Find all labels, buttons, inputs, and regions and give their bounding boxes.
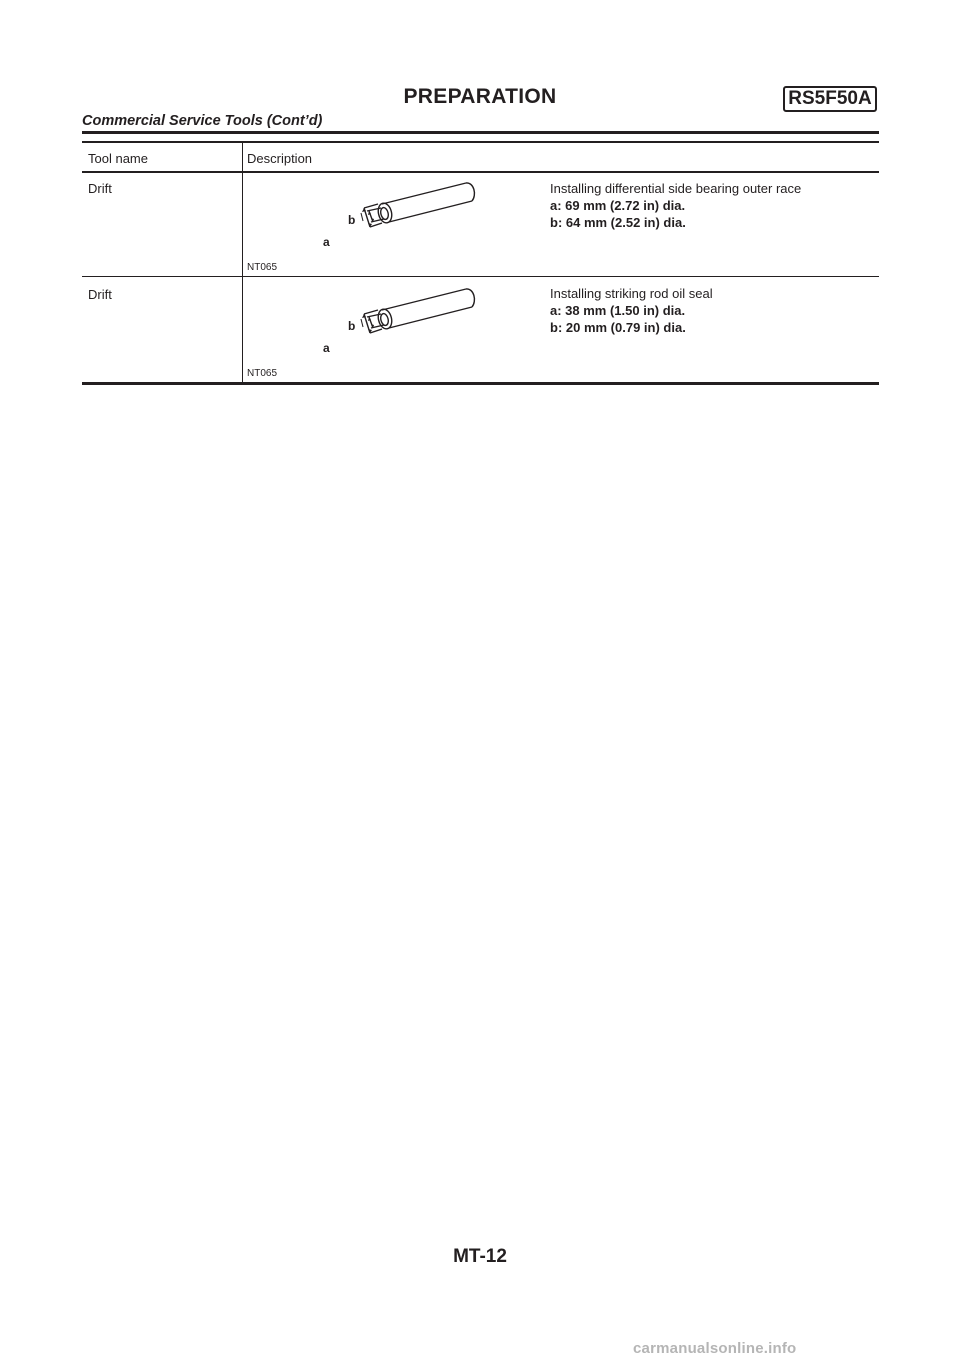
column-header-tool-name: Tool name [88, 151, 148, 166]
drift-illustration [318, 283, 478, 353]
dimension-a: a: 38 mm (1.50 in) dia. [550, 303, 686, 318]
table-bottom-rule [82, 382, 879, 385]
watermark: carmanualsonline.info [633, 1340, 797, 1357]
column-header-description: Description [247, 151, 313, 166]
table-top-rule [82, 141, 879, 143]
dimension-b: b: 20 mm (0.79 in) dia. [550, 320, 686, 335]
label-a: a [323, 341, 330, 353]
row-divider [82, 276, 879, 277]
drift-illustration [318, 177, 478, 247]
section-subtitle: Commercial Service Tools (Cont’d) [82, 113, 323, 129]
tool-name: Drift [88, 287, 112, 302]
tool-name: Drift [88, 181, 112, 196]
illustration-code: NT065 [247, 368, 278, 379]
description-text: Installing differential side bearing outer race [550, 181, 802, 196]
page-title: PREPARATION [403, 85, 557, 108]
illustration-code: NT065 [247, 262, 278, 273]
column-divider [242, 143, 243, 383]
description [550, 285, 713, 336]
header-rule [82, 131, 879, 134]
dimension-a: a: 69 mm (2.72 in) dia. [550, 198, 686, 213]
table-header-rule [82, 171, 879, 173]
page-number: MT-12 [453, 1246, 507, 1267]
description [550, 180, 801, 231]
dimension-b: b: 64 mm (2.52 in) dia. [550, 215, 686, 230]
label-b: b [348, 213, 356, 227]
label-b: b [348, 319, 356, 333]
model-badge: RS5F50A [783, 86, 877, 112]
label-a: a [323, 235, 330, 247]
description-text: Installing striking rod oil seal [550, 286, 713, 301]
